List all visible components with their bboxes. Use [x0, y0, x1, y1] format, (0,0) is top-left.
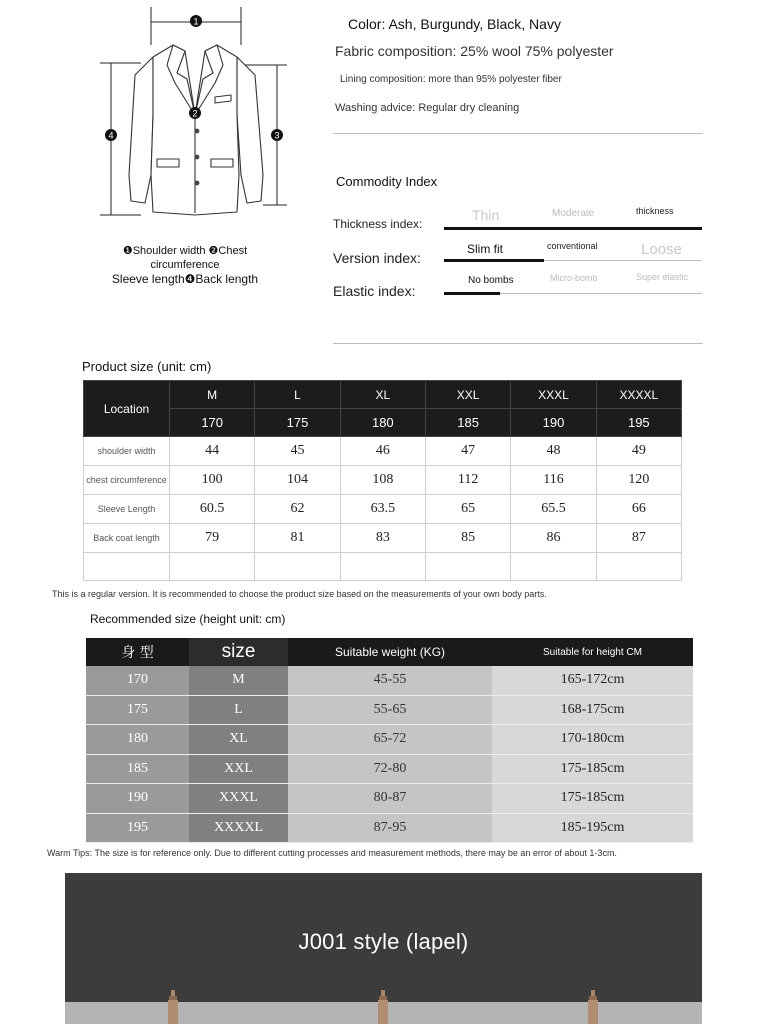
- table-cell: 170-180cm: [492, 725, 693, 755]
- rec-header-size: size: [189, 638, 288, 666]
- table-cell: M: [189, 666, 288, 695]
- row-label: shoulder width: [84, 437, 170, 466]
- row-label: Sleeve Length: [84, 495, 170, 524]
- hanger-hook-icon: [166, 990, 180, 1024]
- table-cell: 87: [596, 524, 681, 553]
- table-cell: 195: [86, 813, 189, 843]
- table-cell: 47: [425, 437, 510, 466]
- height-header: 185: [425, 409, 510, 437]
- table-cell: 185: [86, 754, 189, 784]
- table-row: [84, 524, 682, 553]
- size-header: M: [170, 381, 255, 409]
- table-cell: 45-55: [288, 666, 492, 695]
- table-cell: 49: [596, 437, 681, 466]
- table-cell: 80-87: [288, 784, 492, 814]
- thickness-option-thickness: thickness: [636, 206, 674, 216]
- version-option-conventional: conventional: [547, 241, 598, 251]
- table-row: [86, 813, 693, 843]
- version-index-track: [544, 260, 702, 261]
- banner-title: J001 style (lapel): [298, 929, 469, 954]
- hanger-hook-icon: [376, 990, 390, 1024]
- elastic-option-no-bombs: No bombs: [468, 275, 514, 286]
- table-row: [86, 754, 693, 784]
- table-cell: 86: [511, 524, 596, 553]
- marker-2: 2: [192, 108, 198, 119]
- marker-3: 3: [274, 130, 280, 141]
- elastic-option-micro: Micro-bomb: [550, 273, 598, 283]
- table-cell: 45: [255, 437, 340, 466]
- table-cell: 108: [340, 466, 425, 495]
- table-row: [84, 437, 682, 466]
- thickness-option-moderate: Moderate: [552, 208, 595, 219]
- table-cell: 120: [596, 466, 681, 495]
- table-cell: 72-80: [288, 754, 492, 784]
- info-lining: Lining composition: more than 95% polyester fiber: [340, 74, 562, 85]
- size-header: L: [255, 381, 340, 409]
- table-cell: 85: [425, 524, 510, 553]
- table-cell: XXXL: [189, 784, 288, 814]
- product-size-title: Product size (unit: cm): [82, 359, 212, 374]
- table-cell: 104: [255, 466, 340, 495]
- rec-header-height: Suitable for height CM: [492, 638, 693, 666]
- table-cell: 66: [596, 495, 681, 524]
- table-cell: 65-72: [288, 725, 492, 755]
- thickness-option-thin: Thin: [472, 207, 500, 223]
- elastic-index-label: Elastic index:: [333, 283, 416, 299]
- product-size-note: This is a regular version. It is recommended to choose the product size based on the measurements of your own body parts.: [52, 589, 547, 599]
- size-header: XXL: [425, 381, 510, 409]
- product-size-table: [83, 380, 682, 581]
- table-cell: 175-185cm: [492, 784, 693, 814]
- commodity-index-title: Commodity Index: [336, 174, 438, 189]
- divider: [333, 343, 703, 344]
- table-cell: 62: [255, 495, 340, 524]
- table-cell: XXL: [189, 754, 288, 784]
- table-cell: 83: [340, 524, 425, 553]
- jacket-measurement-diagram: [95, 5, 295, 220]
- height-header: 170: [170, 409, 255, 437]
- table-row: [86, 784, 693, 814]
- table-cell: 79: [170, 524, 255, 553]
- table-cell: 65: [425, 495, 510, 524]
- marker-4: 4: [108, 130, 114, 141]
- warm-tip: Warm Tips: The size is for reference only. Due to different cutting processes and measurement methods, there may be an error of about 1-3cm.: [47, 848, 617, 858]
- table-cell: 81: [255, 524, 340, 553]
- height-header: 195: [596, 409, 681, 437]
- table-row-empty: [84, 553, 682, 581]
- table-cell: 60.5: [170, 495, 255, 524]
- table-cell: 175-185cm: [492, 754, 693, 784]
- measurement-legend-line2: Sleeve length❹Back length: [111, 272, 259, 286]
- table-cell: 48: [511, 437, 596, 466]
- table-cell: 65.5: [511, 495, 596, 524]
- rec-header-body-type: 身 型: [86, 638, 189, 666]
- divider: [333, 133, 703, 134]
- table-cell: 165-172cm: [492, 666, 693, 695]
- table-row: [86, 666, 693, 695]
- version-option-loose: Loose: [641, 241, 682, 258]
- row-label: Back coat length: [84, 524, 170, 553]
- thickness-index-label: Thickness index:: [333, 217, 423, 231]
- elastic-option-super: Super elastic: [636, 272, 689, 282]
- table-cell: 46: [340, 437, 425, 466]
- height-header: 190: [511, 409, 596, 437]
- rec-header-weight: Suitable weight (KG): [288, 638, 492, 666]
- table-cell: 185-195cm: [492, 813, 693, 843]
- recommended-size-table: [86, 638, 693, 843]
- table-row: [86, 725, 693, 755]
- measurement-legend-line1: ❶Shoulder width ❷Chest circumference: [122, 245, 248, 271]
- height-header: 180: [340, 409, 425, 437]
- elastic-index-track: [500, 293, 702, 294]
- table-cell: 55-65: [288, 695, 492, 725]
- table-cell: 44: [170, 437, 255, 466]
- table-cell: 170: [86, 666, 189, 695]
- table-cell: 180: [86, 725, 189, 755]
- table-row: [84, 495, 682, 524]
- info-fabric: Fabric composition: 25% wool 75% polyester: [335, 43, 614, 59]
- info-color: Color: Ash, Burgundy, Black, Navy: [348, 16, 561, 32]
- table-cell: 168-175cm: [492, 695, 693, 725]
- table-cell: 87-95: [288, 813, 492, 843]
- table-cell: 63.5: [340, 495, 425, 524]
- version-option-slim: Slim fit: [467, 242, 503, 256]
- style-banner: [65, 873, 702, 1024]
- version-index-bar: [444, 259, 544, 262]
- row-label: chest circumference: [84, 466, 170, 495]
- marker-1: 1: [193, 16, 199, 27]
- height-header: 175: [255, 409, 340, 437]
- thickness-index-bar: [444, 227, 702, 230]
- elastic-index-bar: [444, 292, 500, 295]
- version-index-label: Version index:: [333, 250, 421, 266]
- table-cell: 190: [86, 784, 189, 814]
- table-cell: 112: [425, 466, 510, 495]
- table-cell: L: [189, 695, 288, 725]
- size-header: XL: [340, 381, 425, 409]
- size-header: XXXXL: [596, 381, 681, 409]
- table-row: [86, 695, 693, 725]
- hanger-hook-icon: [586, 990, 600, 1024]
- table-cell: 116: [511, 466, 596, 495]
- measurement-legend: [100, 244, 270, 286]
- recommended-size-title: Recommended size (height unit: cm): [90, 612, 286, 626]
- table-cell: XL: [189, 725, 288, 755]
- table-cell: 175: [86, 695, 189, 725]
- size-header: XXXL: [511, 381, 596, 409]
- table-row: [84, 466, 682, 495]
- location-label: Location: [84, 381, 170, 437]
- info-washing: Washing advice: Regular dry cleaning: [335, 102, 520, 114]
- table-cell: 100: [170, 466, 255, 495]
- table-cell: XXXXL: [189, 813, 288, 843]
